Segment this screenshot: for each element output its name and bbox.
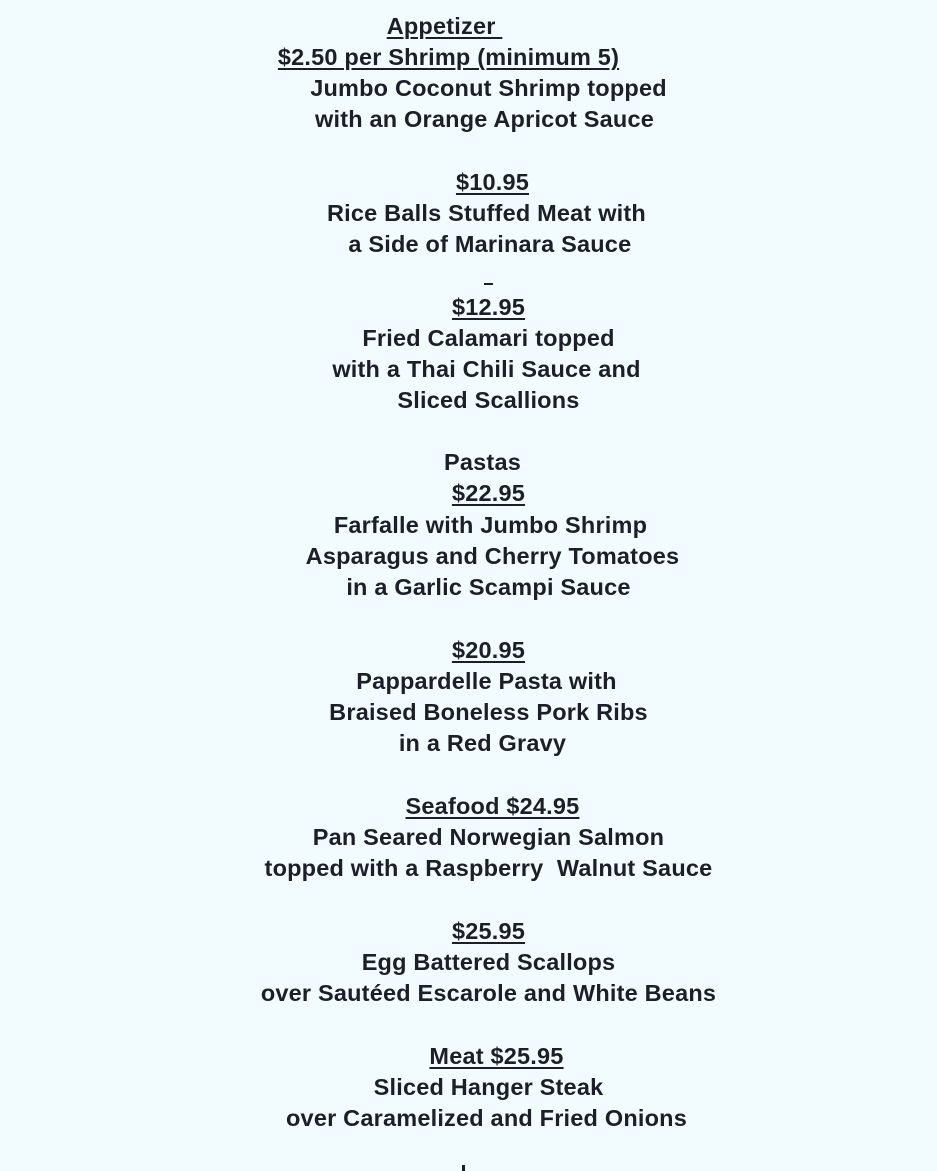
farfalle-description-line-3: in a Garlic Scampi Sauce <box>346 574 631 600</box>
pappardelle-description-line-1: Pappardelle Pasta with <box>356 668 617 694</box>
rice-balls-description-line-1: Rice Balls Stuffed Meat with <box>327 200 646 226</box>
pappardelle-description-line-3: in a Red Gravy <box>398 730 567 756</box>
salmon-description-line-2: topped with a Raspberry Walnut Sauce <box>264 855 713 881</box>
rice-balls-description-line-2: a Side of Marinara Sauce <box>341 231 632 257</box>
rice-balls-price: $10.95 <box>455 169 530 195</box>
farfalle-price: $22.95 <box>451 480 526 506</box>
appetizer-heading: Appetizer <box>386 13 503 39</box>
steak-description-line-1: Sliced Hanger Steak <box>373 1074 604 1100</box>
pappardelle-price: $20.95 <box>451 637 526 663</box>
calamari-description-line-1: Fried Calamari topped <box>362 325 615 351</box>
farfalle-description-line-1: Farfalle with Jumbo Shrimp <box>333 512 648 538</box>
farfalle-description-line-2: Asparagus and Cherry Tomatoes <box>305 543 680 569</box>
pappardelle-description-line-2: Braised Boneless Pork Ribs <box>329 699 648 725</box>
seafood-heading: Seafood $24.95 <box>405 793 580 819</box>
calamari-description-line-3: Sliced Scallions <box>397 387 580 413</box>
shrimp-description-line-1: Jumbo Coconut Shrimp topped <box>310 75 667 101</box>
meat-heading: Meat $25.95 <box>429 1043 564 1069</box>
shrimp-description-line-2: with an Orange Apricot Sauce <box>314 106 655 132</box>
scallops-description-line-2: over Sautéed Escarole and White Beans <box>260 980 717 1006</box>
pastas-heading: Pastas <box>444 449 521 475</box>
cut-off-text-fragment <box>462 1165 465 1171</box>
stray-mark <box>484 283 493 285</box>
shrimp-price: $2.50 per Shrimp (minimum 5) <box>277 44 620 70</box>
calamari-description-line-2: with a Thai Chili Sauce and <box>332 356 641 382</box>
steak-description-line-2: over Caramelized and Fried Onions <box>286 1105 687 1131</box>
calamari-price: $12.95 <box>451 294 526 320</box>
scallops-description-line-1: Egg Battered Scallops <box>361 949 616 975</box>
scallops-price: $25.95 <box>451 918 526 944</box>
salmon-description-line-1: Pan Seared Norwegian Salmon <box>312 824 665 850</box>
